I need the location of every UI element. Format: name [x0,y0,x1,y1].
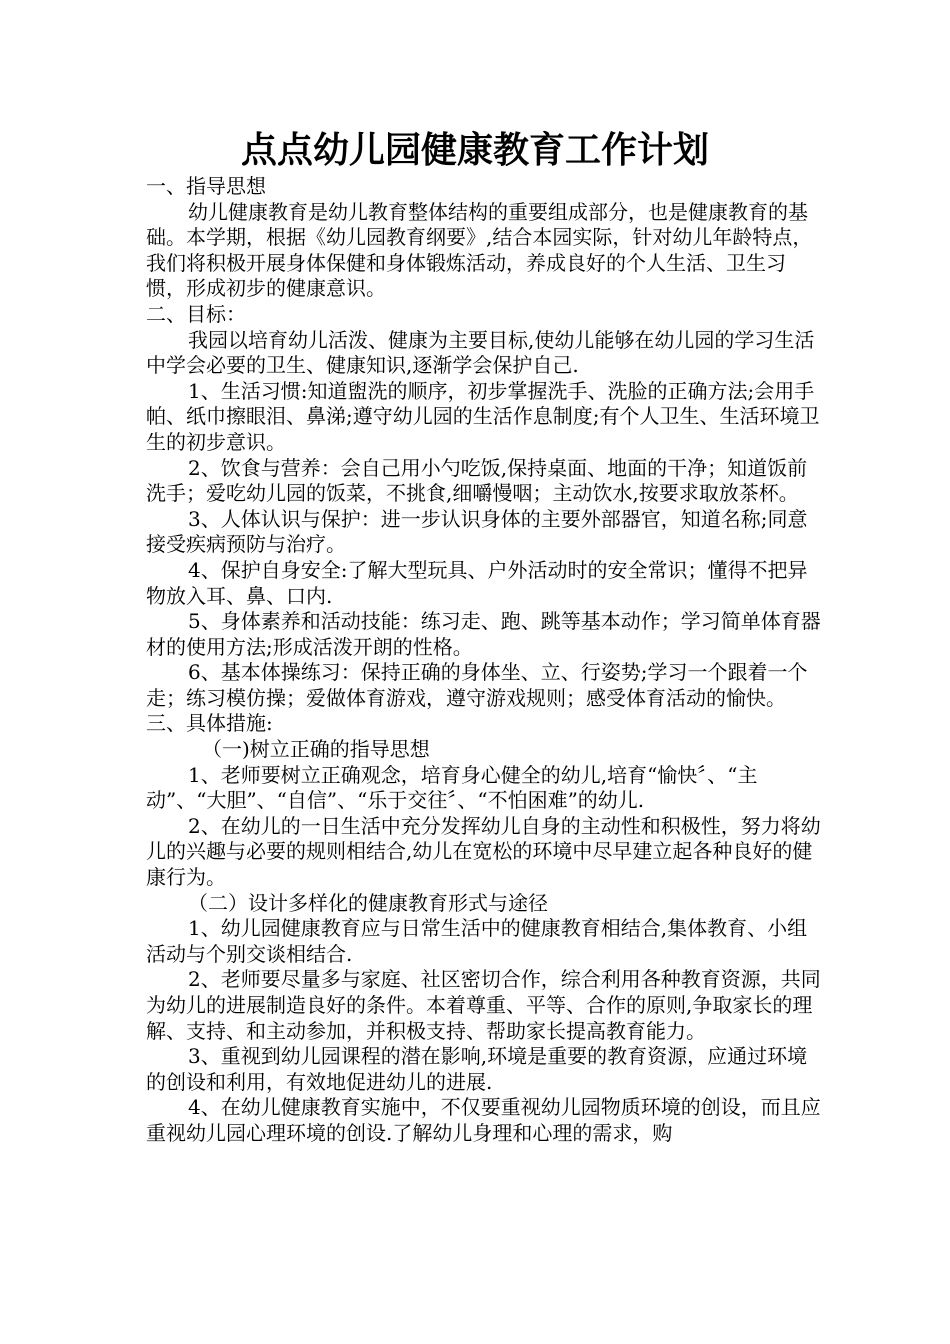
goal-item-3: 3、人体认识与保护：进一步认识身体的主要外部器官，知道名称;同意接受疾病预防与治疗。 [146,506,808,557]
section-heading-2: 二、目标： [146,301,246,326]
goal-item-1: 1、生活习惯:知道盥洗的顺序，初步掌握洗手、洗脸的正确方法;会用手帕、纸巾擦眼泪、鼻涕;遵守幼儿园的生活作息制度;有个人卫生、生活环境卫生的初步意识。 [146,378,820,454]
measure-item: 4、在幼儿健康教育实施中，不仅要重视幼儿园物质环境的创设，而且应重视幼儿园心理环境的创设.了解幼儿身理和心理的需求，购 [146,1095,821,1145]
measure-item: 2、老师要尽量多与家庭、社区密切合作，综合利用各种教育资源，共同为幼儿的进展制造良好的条件。本着尊重、平等、合作的原则,争取家长的理解、支持、和主动参加，并积极支持、帮助家长提高教育能力。 [146,967,821,1043]
section-heading-3: 三、具体措施: [146,711,273,736]
measure-item: 3、重视到幼儿园课程的潜在影响,环境是重要的教育资源，应通过环境的创设和利用，有效地促进幼儿的进展. [146,1044,808,1094]
paragraph: 我园以培育幼儿活泼、健康为主要目标,使幼儿能够在幼儿园的学习生活中学会必要的卫生、健康知识,逐渐学会保护自己. [146,327,815,378]
goal-item-4: 4、保护自身安全:了解大型玩具、户外活动时的安全常识；懂得不把异物放入耳、鼻、口内. [146,557,808,608]
section-heading-1: 一、指导思想 [146,174,266,198]
subsection-heading-2: （二）设计多样化的健康教育形式与途径 [188,890,548,915]
measure-item: 2、在幼儿的一日生活中充分发挥幼儿自身的主动性和积极性，努力将幼儿的兴趣与必要的规则相结合,幼儿在宽松的环境中尽早建立起各种良好的健康行为。 [146,813,821,890]
document-body [146,174,822,1147]
goal-item-2: 2、饮食与营养：会自己用小勺吃饭,保持桌面、地面的干净；知道饭前洗手；爱吃幼儿园的饭菜，不挑食,细嚼慢咽；主动饮水,按要求取放茶杯。 [146,455,808,506]
goal-item-5: 5、身体素养和活动技能：练习走、跑、跳等基本动作；学习简单体育器材的使用方法;形成活泼开朗的性格。 [146,609,821,659]
document-title: 点点幼儿园健康教育工作计划 [240,130,709,171]
paragraph: 幼儿健康教育是幼儿教育整体结构的重要组成部分，也是健康教育的基础。本学期，根据《幼儿园教育纲要》,结合本园实际，针对幼儿年龄特点，我们将积极开展身体保健和身体锻炼活动，养成良好的个人生活、卫生习惯，形成初步的健康意识。 [146,199,813,301]
measure-item: 1、幼儿园健康教育应与日常生活中的健康教育相结合,集体教育、小组活动与个别交谈相结合. [146,916,808,966]
subsection-heading-1: （一)树立正确的指导思想 [202,737,430,762]
measure-item: 1、老师要树立正确观念，培育身心健全的幼儿,培育“愉快〞、“主动”、“大胆”、“自信”、“乐于交往〞、“不怕困难”的幼儿. [146,762,758,813]
goal-item-6: 6、基本体操练习：保持正确的身体坐、立、行姿势;学习一个跟着一个走；练习模仿操；爱做体育游戏，遵守游戏规则；感受体育活动的愉快。 [146,660,808,710]
